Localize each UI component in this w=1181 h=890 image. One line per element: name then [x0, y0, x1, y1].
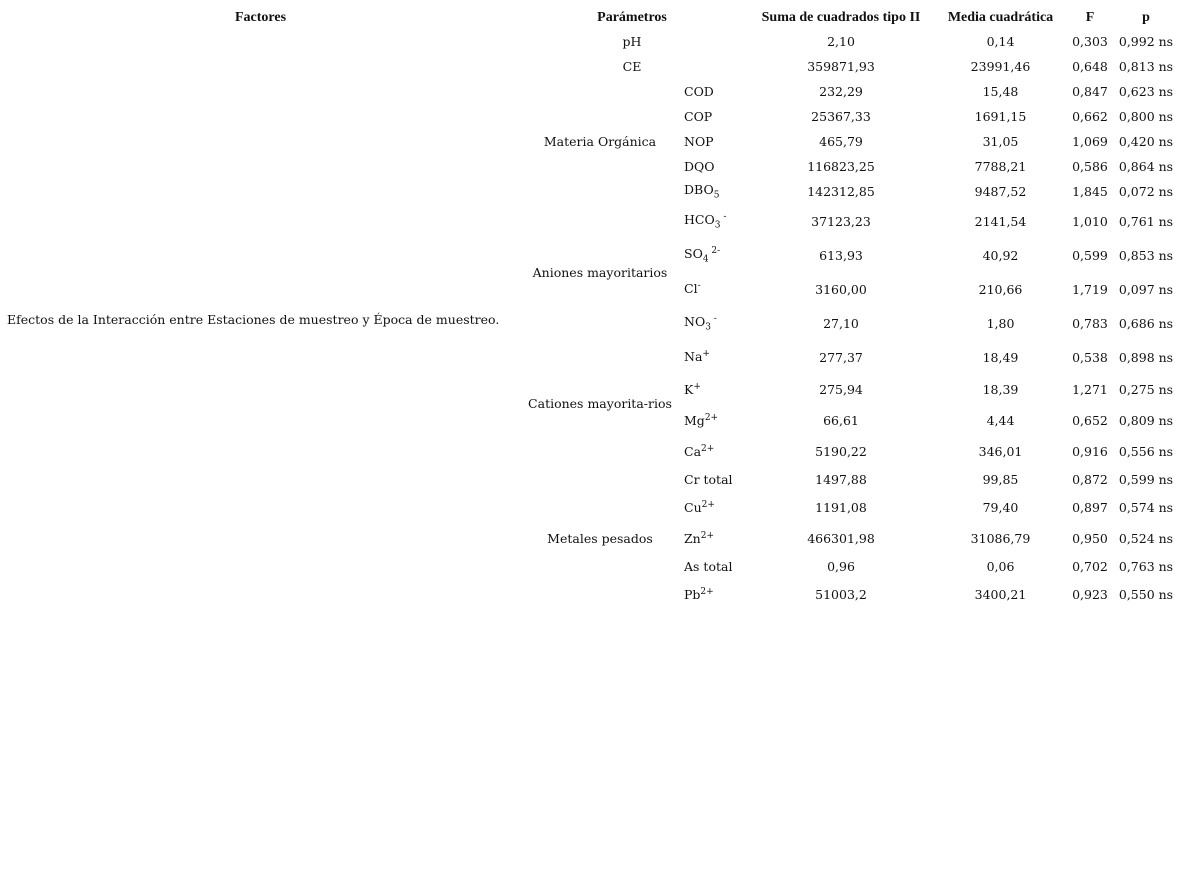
- mean-square: 4,44: [986, 413, 1015, 428]
- p-value: 0,853 ns: [1118, 247, 1174, 263]
- group-metales: Metales pesados: [547, 531, 653, 546]
- header-factores: Factores: [234, 9, 287, 25]
- sum-squares: 66,61: [823, 413, 859, 428]
- p-value: 0,809 ns: [1118, 413, 1174, 428]
- sum-squares: 25367,33: [811, 109, 871, 124]
- mean-square: 31,05: [982, 134, 1019, 149]
- f-value: 0,702: [1072, 559, 1108, 574]
- mean-square: 31086,79: [970, 531, 1031, 546]
- mean-square: 0,14: [986, 34, 1015, 49]
- mean-square: 99,85: [982, 472, 1019, 487]
- factor-label: Efectos de la Interacción entre Estaciones de muestreo y Época de muestreo.: [7, 312, 500, 327]
- mean-square: 210,66: [978, 281, 1023, 297]
- p-value: 0,800 ns: [1118, 109, 1174, 124]
- header-parametros: Parámetros: [597, 9, 667, 25]
- param-name: $NO_3$ -: [684, 313, 717, 333]
- p-value: 0,556 ns: [1118, 444, 1174, 459]
- sum-squares: 3160,00: [815, 281, 867, 297]
- f-value: 0,872: [1072, 472, 1108, 487]
- header-suma: Suma de cuadrados tipo II: [761, 9, 921, 25]
- mean-square: 1691,15: [974, 109, 1027, 124]
- param-name: $Mg^{2+}$: [684, 412, 719, 429]
- f-value: 0,783: [1072, 315, 1108, 331]
- sum-squares: 0,96: [827, 559, 855, 574]
- sum-squares: 1191,08: [815, 500, 867, 515]
- f-value: 0,652: [1072, 413, 1108, 428]
- param-name: $SO_4$ $^{2-}$: [684, 245, 721, 265]
- f-value: 0,897: [1072, 500, 1108, 515]
- p-value: 0,574 ns: [1118, 500, 1174, 515]
- mean-square: 346,01: [978, 444, 1023, 459]
- mean-square: 15,48: [982, 84, 1019, 99]
- f-value: 0,599: [1072, 247, 1108, 263]
- group-cationes: Cationes mayorita-rios: [528, 396, 672, 411]
- param-name: Cr total: [684, 472, 733, 487]
- f-value: 0,303: [1072, 34, 1108, 49]
- f-value: 0,648: [1072, 59, 1108, 74]
- f-value: 0,662: [1072, 109, 1108, 124]
- sum-squares: 5190,22: [815, 444, 867, 459]
- param-name: $DBO_5$: [684, 182, 720, 201]
- sum-squares: 275,94: [819, 382, 863, 397]
- p-value: 0,623 ns: [1118, 84, 1174, 99]
- anova-table: [3, 6, 1177, 610]
- f-value: 1,719: [1072, 281, 1108, 297]
- p-value: 0,275 ns: [1118, 382, 1174, 397]
- p-value: 0,898 ns: [1118, 349, 1174, 365]
- p-value: 0,686 ns: [1118, 315, 1174, 331]
- mean-square: 40,92: [982, 247, 1019, 263]
- param-name: $Zn^{2+}$: [684, 530, 715, 547]
- param-name: DQO: [684, 159, 715, 174]
- param-name: Cl-: [684, 281, 701, 297]
- p-value: 0,992 ns: [1118, 34, 1174, 49]
- sum-squares: 466301,98: [807, 531, 875, 546]
- param-name: CE: [622, 59, 642, 74]
- sum-squares: 2,10: [827, 34, 855, 49]
- p-value: 0,097 ns: [1118, 281, 1174, 297]
- p-value: 0,072 ns: [1118, 184, 1174, 199]
- sum-squares: 1497,88: [815, 472, 867, 487]
- p-value: 0,524 ns: [1118, 531, 1174, 546]
- f-value: 1,845: [1072, 184, 1108, 199]
- sum-squares: 142312,85: [807, 184, 875, 199]
- p-value: 0,761 ns: [1118, 213, 1174, 229]
- sum-squares: 613,93: [819, 247, 863, 263]
- param-name: NOP: [684, 134, 714, 149]
- mean-square: 18,39: [982, 382, 1019, 397]
- mean-square: 2141,54: [974, 213, 1027, 229]
- p-value: 0,864 ns: [1118, 159, 1174, 174]
- header-row: [3, 6, 1177, 29]
- p-value: 0,420 ns: [1118, 134, 1174, 149]
- p-value: 0,813 ns: [1118, 59, 1174, 74]
- param-name: $HCO_3$ -: [684, 211, 727, 231]
- sum-squares: 232,29: [819, 84, 863, 99]
- param-name: $Ca^{2+}$: [684, 443, 715, 460]
- header-f: F: [1085, 9, 1095, 25]
- sum-squares: 359871,93: [807, 59, 875, 74]
- f-value: 1,271: [1072, 382, 1108, 397]
- table-row: [3, 29, 1177, 54]
- mean-square: 79,40: [982, 500, 1019, 515]
- f-value: 1,010: [1072, 213, 1108, 229]
- sum-squares: 27,10: [823, 315, 859, 331]
- header-media: Media cuadrática: [947, 9, 1054, 25]
- header-p: p: [1142, 9, 1150, 25]
- f-value: 0,847: [1072, 84, 1108, 99]
- mean-square: 7788,21: [974, 159, 1027, 174]
- sum-squares: 37123,23: [811, 213, 871, 229]
- param-name: As total: [684, 559, 733, 574]
- f-value: 0,586: [1072, 159, 1108, 174]
- param-name: Na+: [684, 349, 710, 365]
- mean-square: 9487,52: [974, 184, 1027, 199]
- param-name: K+: [684, 381, 701, 398]
- f-value: 0,916: [1072, 444, 1108, 459]
- mean-square: 18,49: [982, 349, 1019, 365]
- param-name: $Pb^{2+}$: [684, 586, 714, 603]
- f-value: 0,538: [1072, 349, 1108, 365]
- param-name: pH: [622, 34, 642, 49]
- param-name: COP: [684, 109, 713, 124]
- group-materia-organica: Materia Orgánica: [543, 134, 657, 149]
- f-value: 1,069: [1072, 134, 1108, 149]
- mean-square: 3400,21: [974, 587, 1027, 602]
- sum-squares: 277,37: [819, 349, 863, 365]
- sum-squares: 465,79: [819, 134, 863, 149]
- sum-squares: 51003,2: [815, 587, 867, 602]
- p-value: 0,550 ns: [1118, 587, 1174, 602]
- p-value: 0,599 ns: [1118, 472, 1174, 487]
- mean-square: 1,80: [986, 315, 1015, 331]
- mean-square: 0,06: [986, 559, 1015, 574]
- param-name: COD: [684, 84, 714, 99]
- f-value: 0,950: [1072, 531, 1108, 546]
- sum-squares: 116823,25: [807, 159, 875, 174]
- p-value: 0,763 ns: [1118, 559, 1174, 574]
- param-name: $Cu^{2+}$: [684, 499, 715, 516]
- group-aniones: Aniones mayoritarios: [532, 264, 668, 280]
- mean-square: 23991,46: [970, 59, 1031, 74]
- f-value: 0,923: [1072, 587, 1108, 602]
